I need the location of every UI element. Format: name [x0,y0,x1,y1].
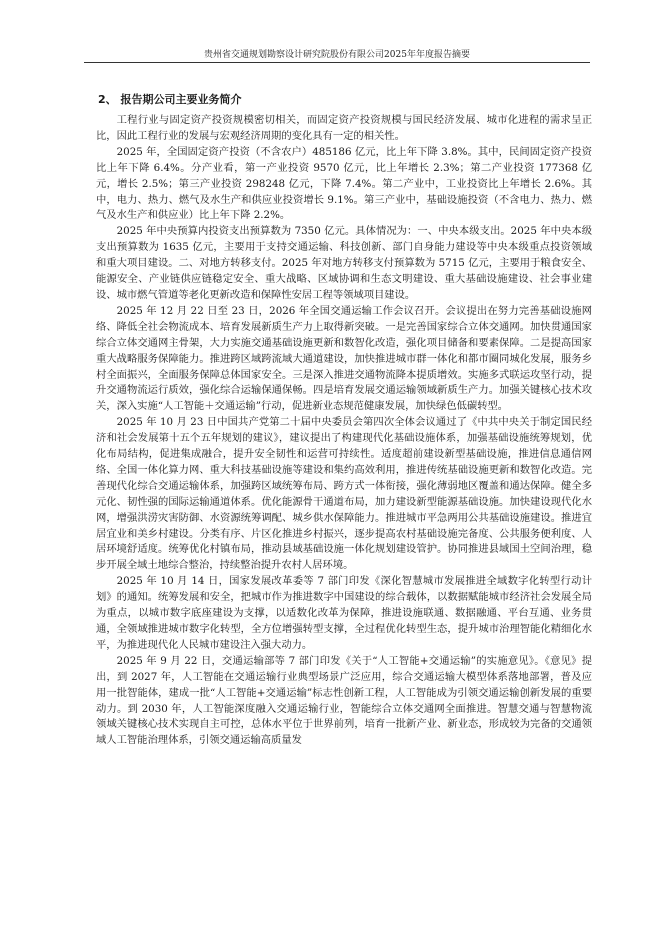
paragraph: 2025 年 12 月 22 日至 23 日，2026 年全国交通运输工作会议召开。会议提出在努力完善基础设施网络、降低全社会物流成本、培育发展新质生产力上取得新突破。一是完善国家综合立体交通网。加快贯通国家综合立体交通网主骨架，大力实施交通基础设施更新和数智化改造，强化项目储备和要素保障。二是提高国家重大战略服务保障能力。推进跨区域跨流域大通道建设，加快推进城市群一体化和都市圈同城化发展，服务乡村全面振兴，全面服务保障总体国家安全。三是深入推进交通物流降本提质增效。实施多式联运攻坚行动，提升交通物流运行质效，强化综合运输保通保畅。四是培育发展交通运输领域新质生产力。加强关键核心技术攻关，深入实施“人工智能＋交通运输”行动，促进新业态规范健康发展，加快绿色低碳转型。 [96,304,592,413]
paragraph: 2025 年 10 月 23 日中国共产党第二十届中央委员会第四次全体会议通过了《中共中央关于制定国民经济和社会发展第十五个五年规划的建议》，建议提出了构建现代化基础设施体系，加强基础设施统筹规划，优化布局结构，促进集成融合，提升安全韧性和运营可持续性。适度超前建设新型基础设施，推进信息通信网络、全国一体化算力网、重大科技基础设施等建设和集约高效利用，推进传统基础设施更新和数智化改造。完善现代化综合交通运输体系，加强跨区域统筹布局、跨方式一体衔接，强化薄弱地区覆盖和通达保障。健全多元化、韧性强的国际运输通道体系。优化能源骨干通道布局，加力建设新型能源基础设施。加快建设现代化水网，增强洪涝灾害防御、水资源统筹调配、城乡供水保障能力。推进城市平急两用公共基础设施建设。推进宜居宜业和美乡村建设。分类有序、片区化推进乡村振兴，逐步提高农村基础设施完备度、公共服务便利度、人居环境舒适度。统筹优化村镇布局，推动县域基础设施一体化规划建设管护。协同推进县域国土空间治理，稳步开展全域土地综合整治，持续整治提升农村人居环境。 [96,416,592,572]
paragraph: 2025 年，全国固定资产投资（不含农户）485186 亿元，比上年下降 3.8%。其中，民间固定资产投资比上年下降 6.4%。分产业看，第一产业投资 9570 亿元，比上年增长 2.3%；第二产业投资 177368 亿元，增长 2.5%；第三产业投资 298248 亿元，下降 7.4%。第二产业中，工业投资比上年增长 2.6%。其中，电力、热力、燃气及水生产和供应业投资增长 9.1%。第三产业中，基础设施投资（不含电力、热力、燃气及水生产和供应业）比上年下降 2.2%。 [96,145,592,222]
document-body [96,113,592,749]
paragraph: 工程行业与固定资产投资规模密切相关，而固定资产投资规模与国民经济发展、城市化进程的需求呈正比，因此工程行业的发展与宏观经济周期的变化具有一定的相关性。 [96,114,592,142]
paragraph: 2025 年中央预算内投资支出预算数为 7350 亿元。具体情况为：一、中央本级支出。2025 年中央本级支出预算数为 1635 亿元，主要用于支持交通运输、科技创新、部门自身能力建设等中央本级重点投资领域和重大项目建设。二、对地方转移支付。2025 年对地方转移支付预算数为 5715 亿元，主要用于粮食安全、能源安全、产业链供应链稳定安全、重大战略、区域协调和生态文明建设、重大基础设施建设、社会事业建设、城市燃气管道等老化更新改造和保障性安居工程等领域项目建设。 [96,225,592,301]
section-title: 2、 报告期公司主要业务简介 [98,93,242,106]
paragraph: 2025 年 10 月 14 日，国家发展改革委等 7 部门印发《深化智慧城市发展推进全域数字化转型行动计划》的通知。统筹发展和安全，把城市作为推进数字中国建设的综合载体，以数据赋能城市经济社会发展全局为重点，以城市数字底座建设为支撑，以适数化改革为保障，推进设施联通、数据融通、平台互通、业务贯通，全领域推进城市数字化转型，全方位增强转型支撑，全过程优化转型生态，提升城市治理智能化精细化水平，为推进现代化人民城市建设注入强大动力。 [96,575,592,651]
page-header: 贵州省交通规划勘察设计研究院股份有限公司2025年年度报告摘要 [204,50,470,60]
paragraph: 2025 年 9 月 22 日，交通运输部等 7 部门印发《关于“人工智能+交通运输”的实施意见》。《意见》提出，到 2027 年，人工智能在交通运输行业典型场景广泛应用，综合交通运输大模型体系落地部署，普及应用一批智能体，建成一批“人工智能+交通运输”标志性创新工程，人工智能成为引领交通运输创新发展的重要动力。到 2030 年，人工智能深度融入交通运输行业，智能综合立体交通网全面推进。智慧交通与智慧物流领域关键核心技术实现自主可控，总体水平位于世界前列，培育一批新产业、新业态，形成较为完备的交通领域人工智能治理体系，引领交通运输高质量发 [96,654,592,747]
header-divider [84,62,590,63]
